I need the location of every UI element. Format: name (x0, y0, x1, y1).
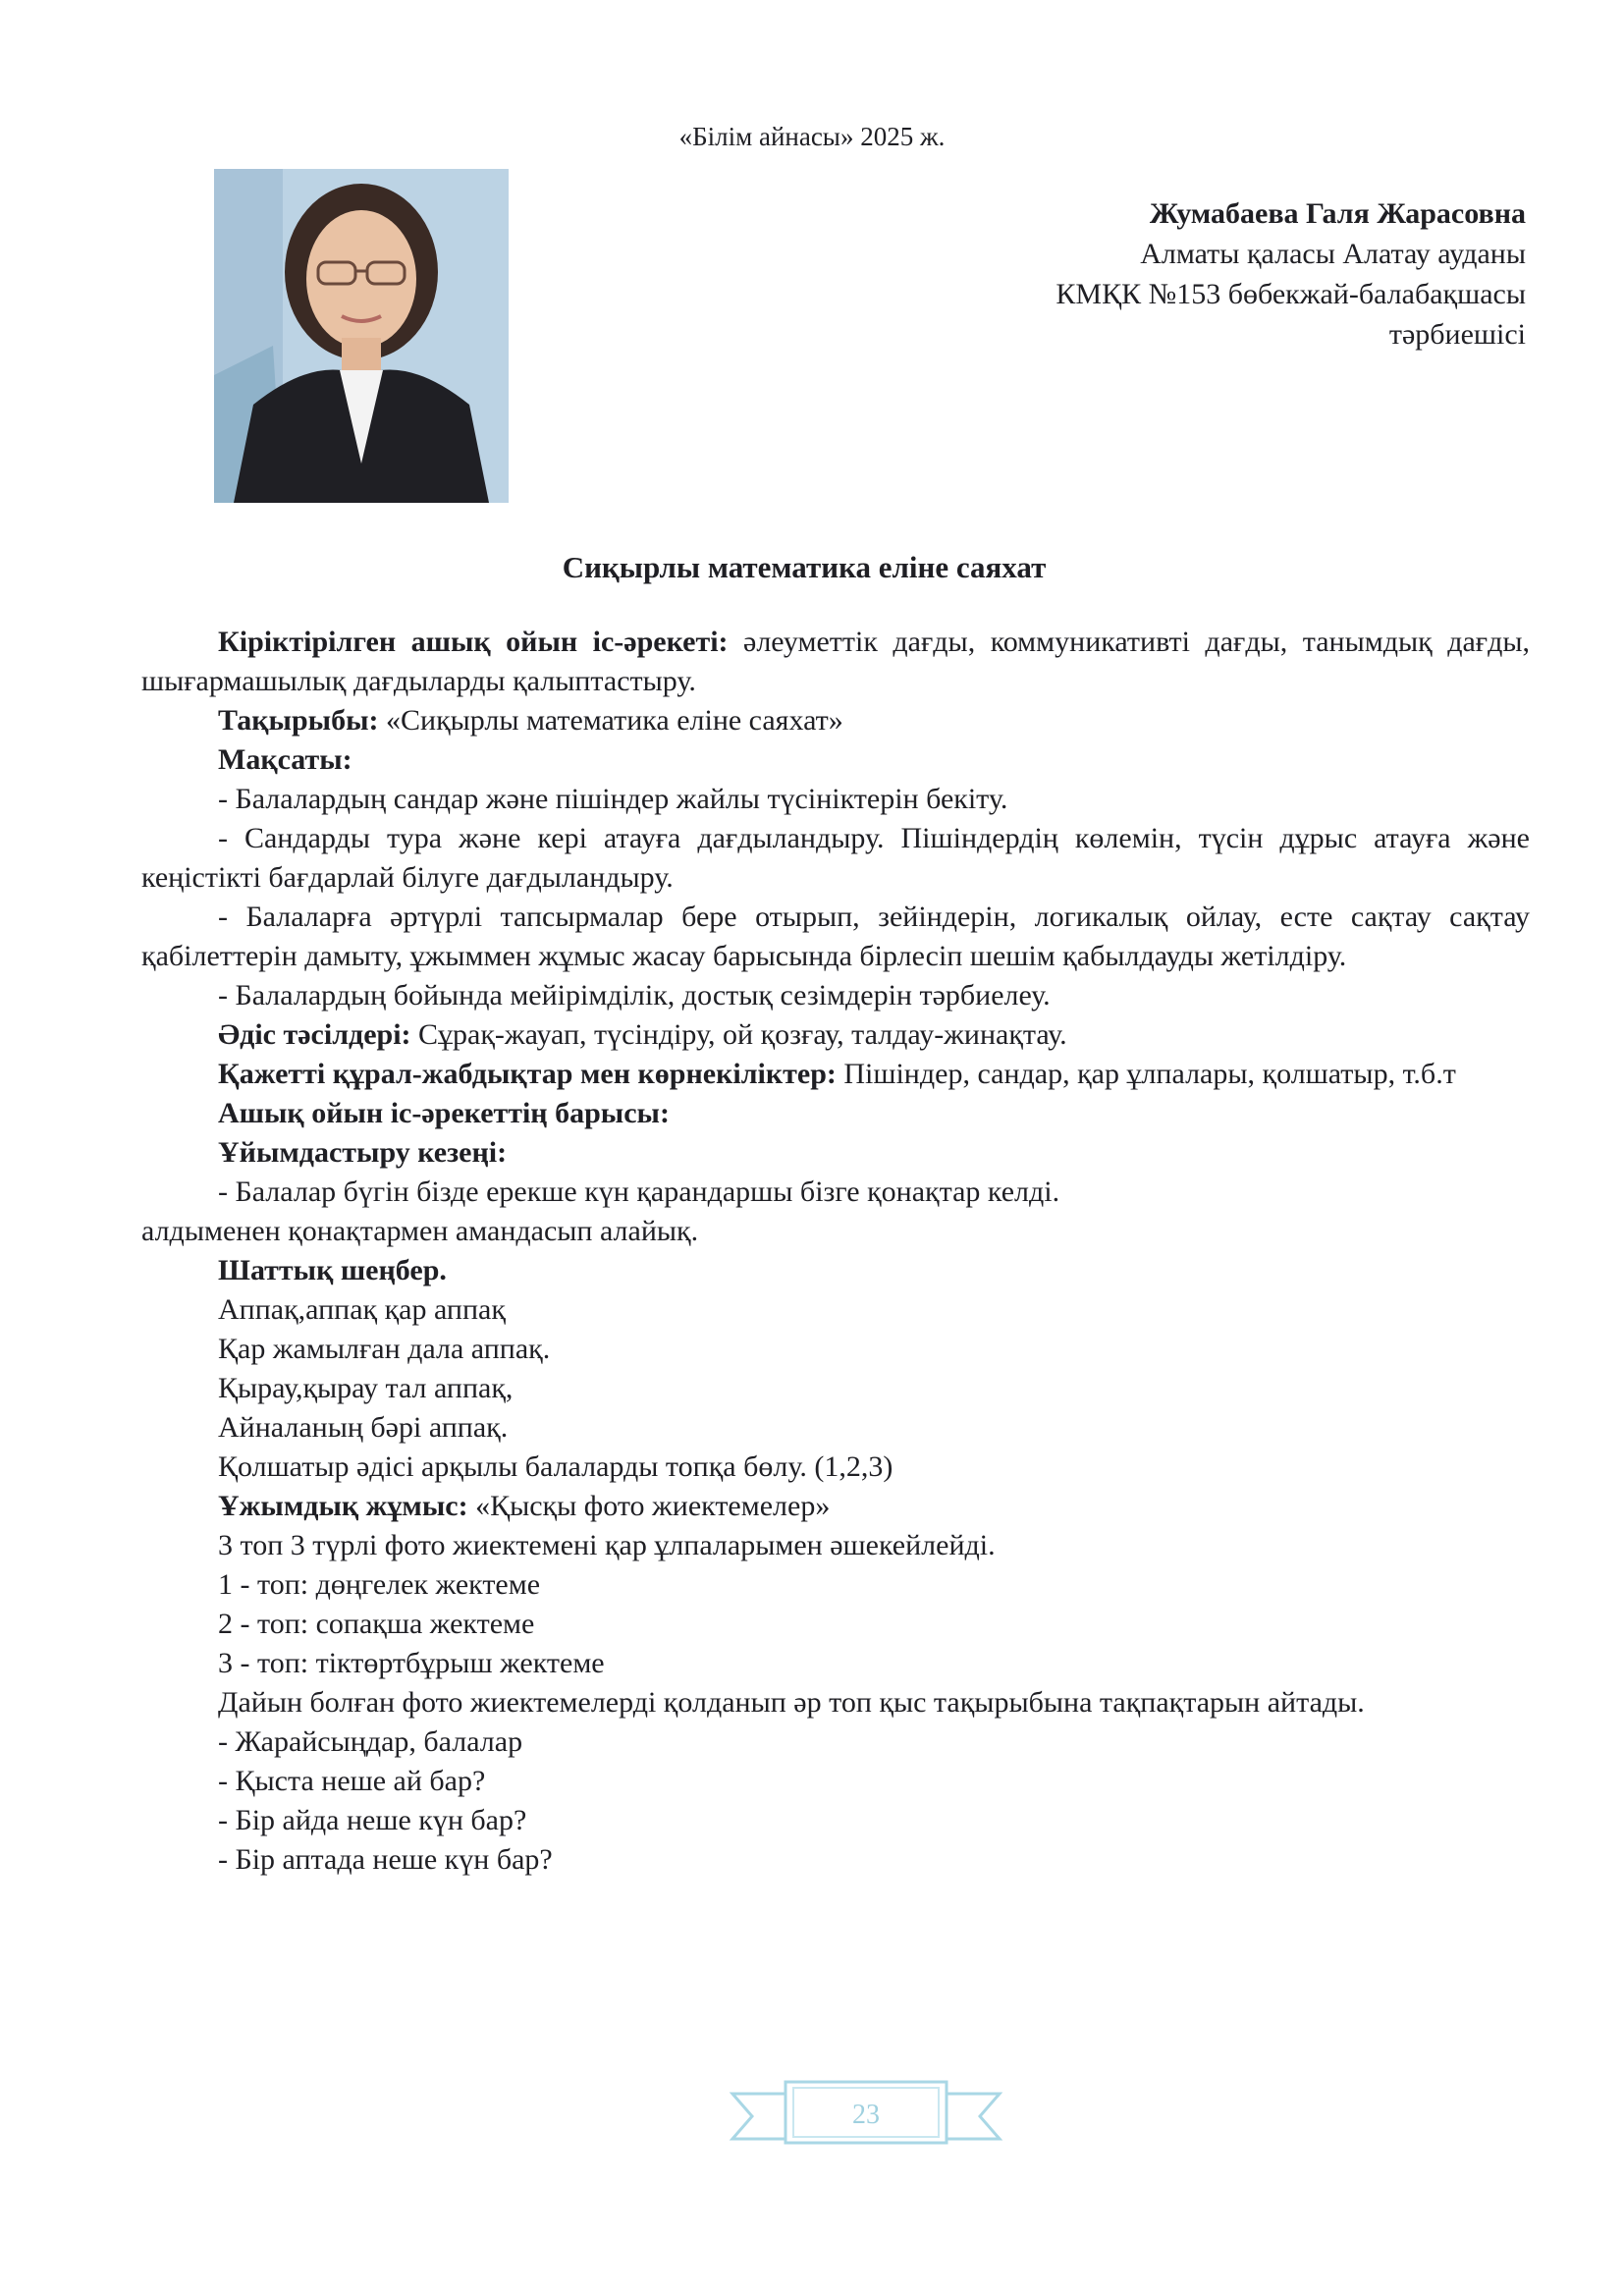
group-item-2: 2 - топ: сопақша жектеме (218, 1608, 535, 1640)
group-item-3: 3 - топ: тіктөртбұрыш жектеме (218, 1647, 605, 1679)
poem-line-2: Қар жамылған дала аппақ. (218, 1333, 551, 1365)
author-location: Алматы қаласы Алатау ауданы (1140, 238, 1526, 270)
organization-item-1: - Балалар бүгін бізде ерекше күн қарандаршы бізге қонақтар келді. (218, 1175, 1060, 1208)
document-title: Сиқырлы математика еліне саяхат (562, 550, 1047, 584)
goal-item-2: - Сандарды тура және кері атауға дағдыландыру. Пішіндердің көлемін, түсін дұрыс атауға және кеңістікті бағдарлай білуге дағдыландыру. (141, 822, 1530, 894)
integrated-text: әлеуметтік дағды, коммуникативті дағды, танымдық дағды, шығармашылық дағдыларды қалыптастыру. (141, 626, 1531, 697)
integrated-paragraph (141, 623, 1530, 701)
organization-label: Ұйымдастыру кезеңі: (218, 1136, 508, 1169)
document-body (141, 623, 1530, 1880)
poem-line-3: Қырау,қырау тал аппақ, (218, 1372, 514, 1404)
tools-paragraph (141, 1055, 1530, 1094)
author-name: Жумабаева Галя Жарасовна (1149, 197, 1526, 230)
process-label: Ашық ойын іс-әрекеттің барысы: (218, 1097, 670, 1129)
topic-paragraph (141, 701, 1530, 740)
goal-item-3: - Балаларға әртүрлі тапсырмалар бере отырып, зейіндерін, логикалық ойлау, есте сақтау сақтау қабілеттерін дамыту, ұжыммен жұмыс жасау барысында бірлесіп шешім қабылдауды жетілдіру. (141, 901, 1530, 972)
author-block (1056, 193, 1526, 355)
tools-text: Пішіндер, сандар, қар ұлпалары, қолшатыр, т.б.т (836, 1058, 1456, 1090)
methods-text: Сұрақ-жауап, түсіндіру, ой қозғау, талдау-жинақтау. (410, 1018, 1067, 1051)
author-organization: КМҚК №153 бөбекжай-балабақшасы (1056, 278, 1526, 310)
ready-paragraph: Дайын болған фото жиектемелерді қолданып әр топ қыс тақырыбына тақпақтарын айтады. (218, 1686, 1365, 1719)
goal-item-1: - Балалардың сандар және пішіндер жайлы түсініктерін бекіту. (218, 783, 1008, 815)
team-label: Ұжымдық жұмыс: (218, 1490, 468, 1522)
topic-label: Тақырыбы: (218, 704, 379, 737)
methods-paragraph (141, 1015, 1530, 1055)
author-position: тәрбиешісі (1388, 318, 1526, 351)
goal-item-4: - Балалардың бойында мейірімділік, достық сезімдерін тәрбиелеу. (218, 979, 1051, 1011)
integrated-label: Кіріктірілген ашық ойын іс-әрекеті: (218, 626, 729, 658)
goals-label: Мақсаты: (218, 743, 352, 776)
page-number: 23 (852, 2100, 880, 2130)
methods-label: Әдіс тәсілдері: (218, 1018, 411, 1051)
team-paragraph (141, 1487, 1530, 1526)
group-item-1: 1 - топ: дөңгелек жектеме (218, 1568, 541, 1601)
topic-text: «Сиқырлы математика еліне саяхат» (378, 704, 843, 737)
question-item-1: - Жарайсыңдар, балалар (218, 1725, 523, 1758)
organization-item-2: алдыменен қонақтармен амандасып алайық. (141, 1215, 699, 1247)
tools-label: Қажетті құрал-жабдықтар мен көрнекіліктер: (218, 1058, 837, 1090)
circle-label: Шаттық шеңбер. (218, 1254, 447, 1286)
question-item-3: - Бір айда неше күн бар? (218, 1804, 527, 1836)
page-footer (729, 2074, 1003, 2159)
team-text: «Қысқы фото жиектемелер» (467, 1490, 831, 1522)
question-item-4: - Бір аптада неше күн бар? (218, 1843, 553, 1876)
task-paragraph: 3 топ 3 түрлі фото жиектемені қар ұлпаларымен әшекейлейді. (218, 1529, 996, 1561)
poem-line-1: Аппақ,аппақ қар аппақ (218, 1293, 506, 1326)
author-photo (214, 169, 509, 503)
journal-header: «Білім айнасы» 2025 ж. (678, 122, 946, 151)
author-portrait-image (214, 169, 509, 503)
question-item-2: - Қыста неше ай бар? (218, 1765, 486, 1797)
poem-line-4: Айналаның бәрі аппақ. (218, 1411, 509, 1444)
groups-paragraph: Қолшатыр әдісі арқылы балаларды топқа бөлу. (1,2,3) (218, 1450, 893, 1483)
